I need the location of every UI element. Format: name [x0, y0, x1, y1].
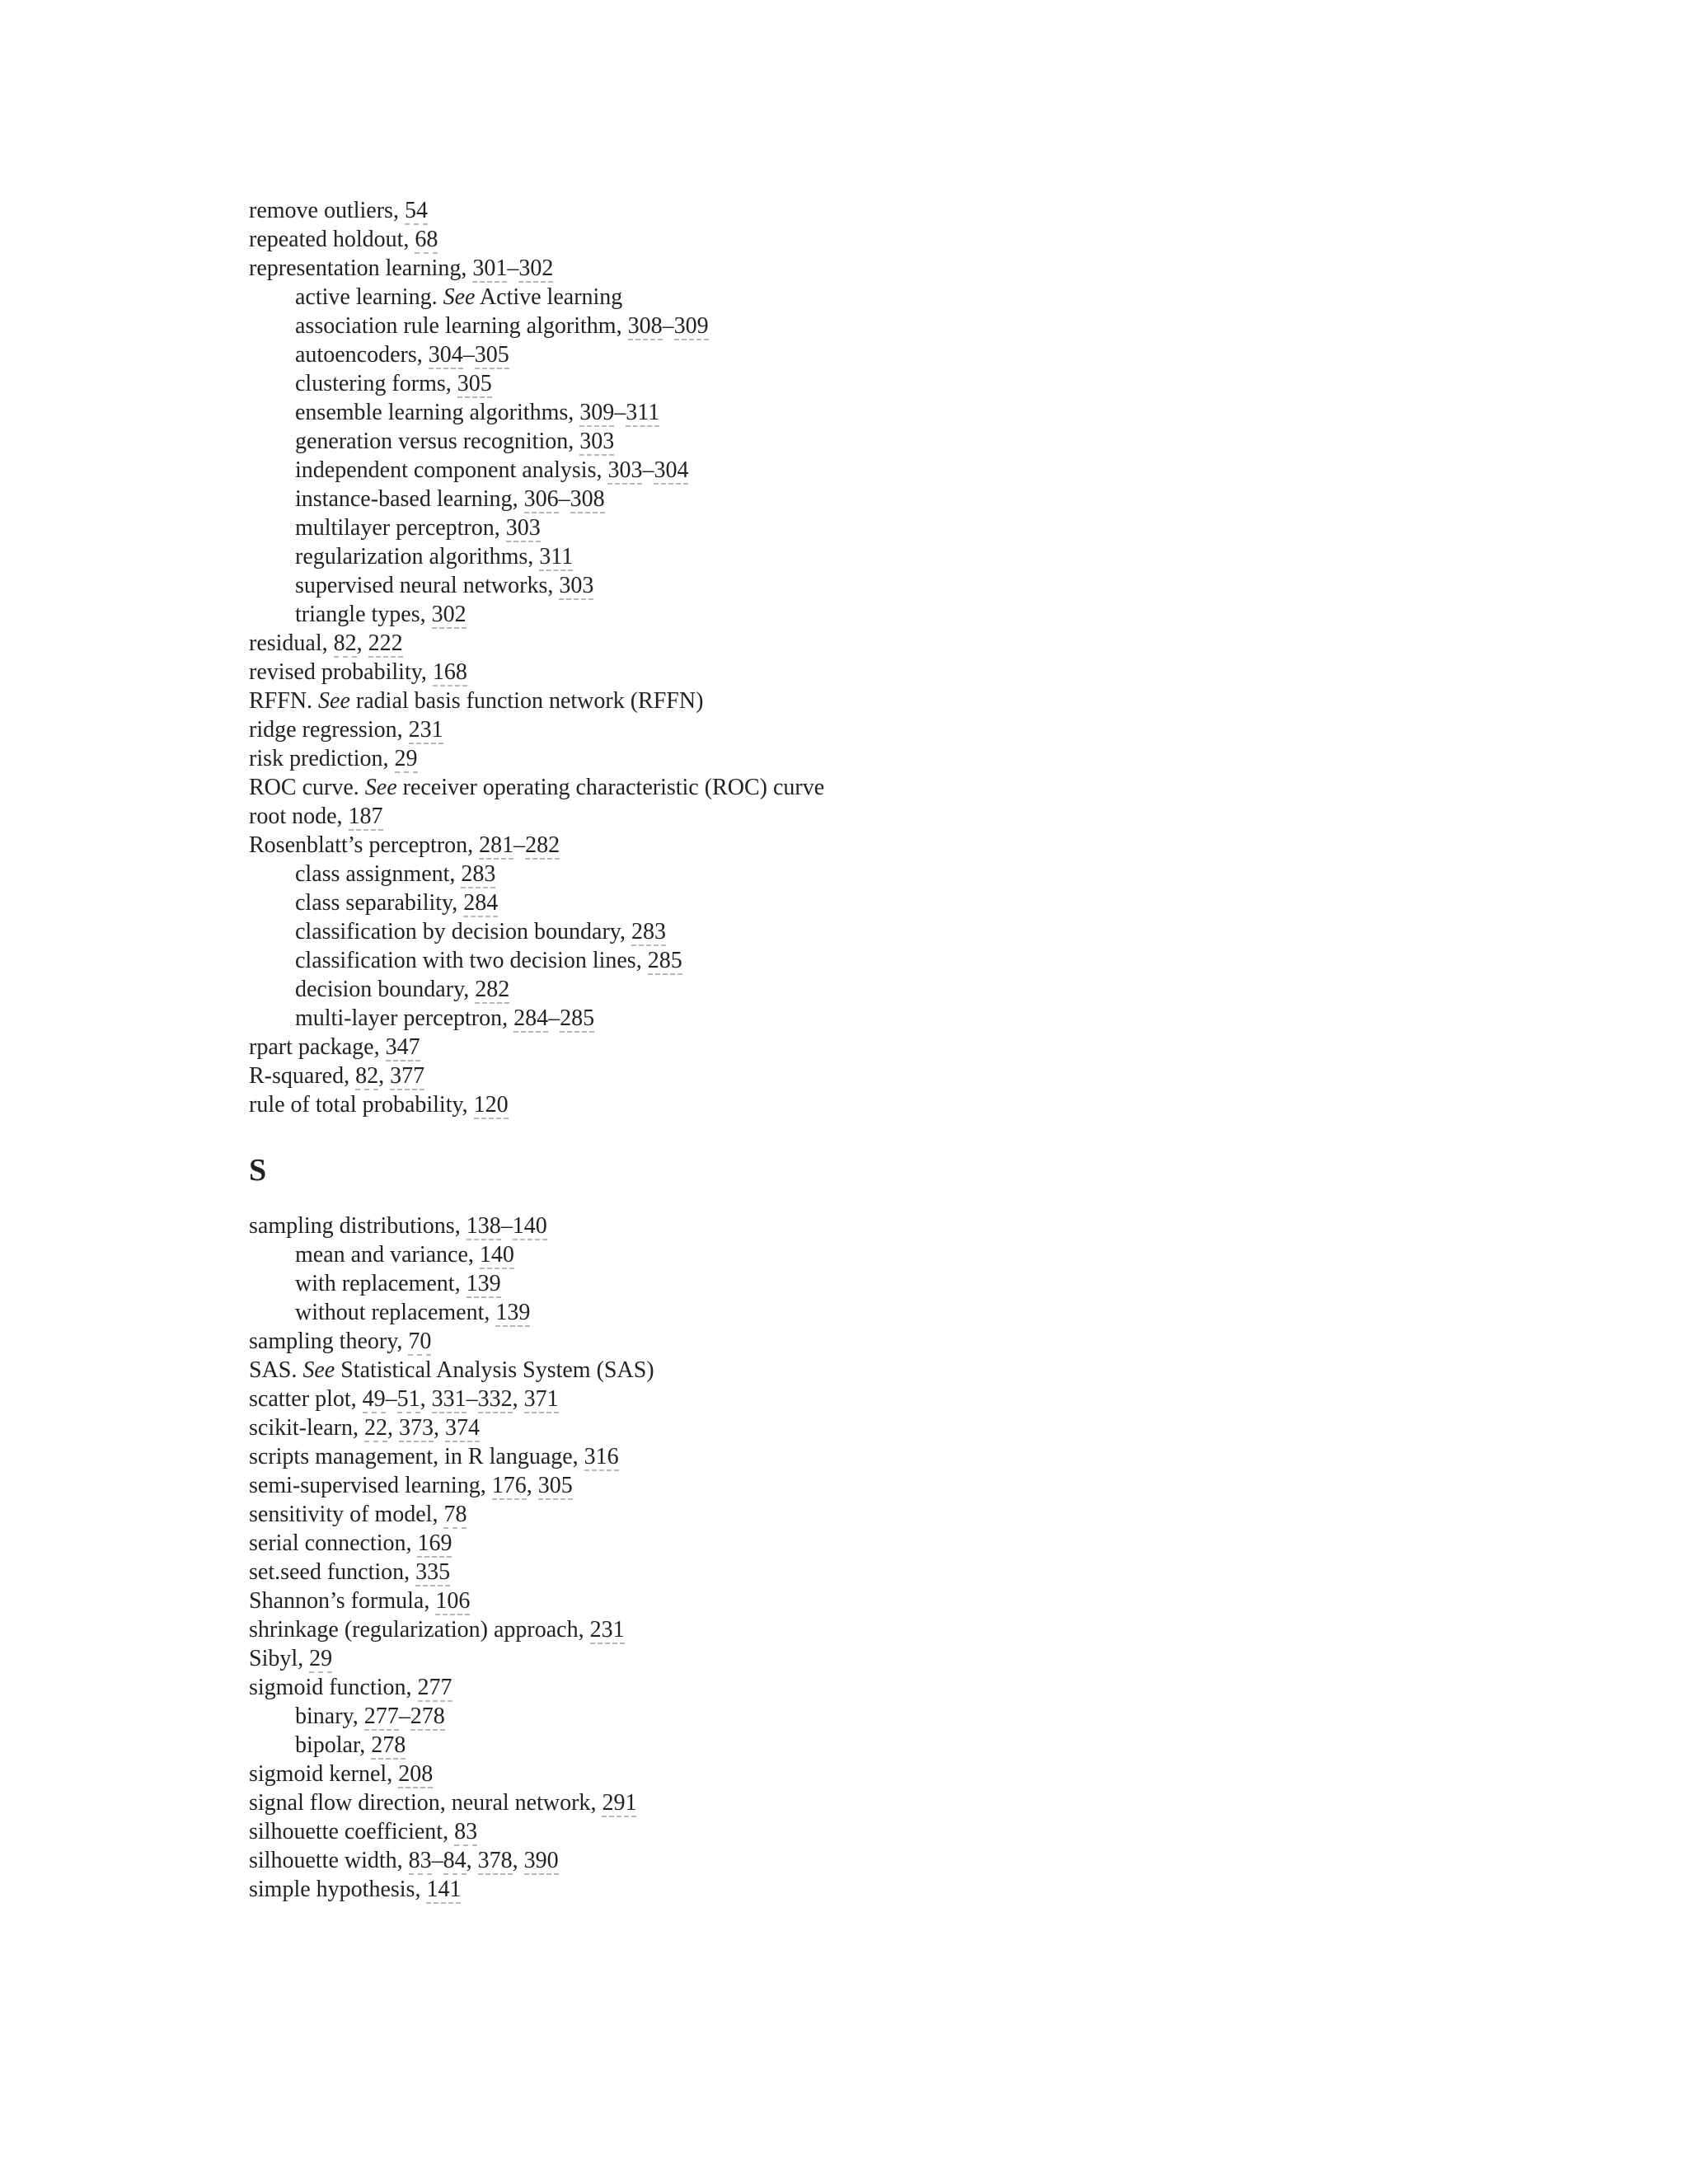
index-entry: Sibyl, 29 [249, 1646, 333, 1671]
index-term: sigmoid function [249, 1675, 406, 1700]
index-entry: shrinkage (regularization) approach, 231 [249, 1617, 625, 1643]
page-link[interactable]: 308 [627, 313, 663, 339]
page-link[interactable]: 231 [408, 717, 443, 743]
page-link[interactable]: 139 [466, 1271, 501, 1296]
index-term: multi-layer perceptron [295, 1005, 503, 1031]
index-term: revised probability [249, 659, 421, 685]
index-term: semi-supervised learning [249, 1473, 481, 1498]
page-link[interactable]: 378 [477, 1848, 513, 1873]
see-reference: radial basis function network (RFFN) [355, 688, 704, 714]
index-entry: sensitivity of model, 78 [249, 1502, 467, 1527]
index-term: without replacement [295, 1300, 485, 1325]
index-term: classification with two decision lines [295, 948, 636, 973]
index-entry: scatter plot, 49–51, 331–332, 371 [249, 1386, 559, 1412]
index-subentry: decision boundary, 282 [295, 977, 510, 1002]
page-link[interactable]: 331 [431, 1386, 467, 1412]
index-entry: ROC curve. See receiver operating characteristic (ROC) curve [249, 775, 825, 800]
index-section [249, 1154, 1485, 1904]
index-subentry: instance-based learning, 306–308 [295, 486, 605, 512]
index-term: R-squared [249, 1063, 345, 1089]
index-subentry: binary, 277–278 [295, 1704, 445, 1729]
page-link[interactable]: 49 [362, 1386, 386, 1412]
index-entry: Shannon’s formula, 106 [249, 1588, 471, 1614]
index-term: generation versus recognition [295, 429, 569, 454]
index-subentry: classification with two decision lines, 285 [295, 948, 682, 973]
index-subentry: active learning. See Active learning [295, 284, 623, 310]
page-link[interactable]: 374 [444, 1415, 480, 1441]
index-term: representation learning [249, 255, 462, 281]
page-link[interactable]: 347 [385, 1034, 420, 1060]
index-term: sigmoid kernel [249, 1761, 387, 1787]
section-letter-heading: S [249, 1153, 267, 1188]
index-subentry: triangle types, 302 [295, 602, 467, 627]
index-term: root node [249, 804, 337, 829]
index-entry: residual, 82, 222 [249, 630, 403, 656]
page-link[interactable]: 332 [477, 1386, 513, 1412]
index-term: scatter plot [249, 1386, 351, 1412]
page-link[interactable]: 283 [631, 919, 666, 944]
page-link[interactable]: 308 [570, 486, 605, 512]
page-link[interactable]: 285 [560, 1005, 595, 1031]
index-term: silhouette coefficient [249, 1819, 443, 1844]
page-link[interactable]: 309 [673, 313, 709, 339]
index-entry: set.seed function, 335 [249, 1559, 451, 1585]
index-entry: sampling theory, 70 [249, 1329, 432, 1354]
index-subentry: with replacement, 139 [295, 1271, 501, 1296]
index-entry: ridge regression, 231 [249, 717, 443, 743]
index-list [249, 196, 1485, 1904]
index-term: repeated holdout [249, 227, 404, 252]
index-term: class separability [295, 890, 452, 916]
index-entry: silhouette width, 83–84, 378, 390 [249, 1848, 559, 1873]
page-link[interactable]: 176 [491, 1473, 527, 1498]
page-link[interactable]: 281 [479, 832, 514, 858]
index-term: ridge regression [249, 717, 397, 743]
index-subentry: generation versus recognition, 303 [295, 429, 615, 454]
index-entry: serial connection, 169 [249, 1530, 452, 1556]
page-link[interactable]: 302 [518, 255, 554, 281]
page-link[interactable]: 68 [415, 227, 438, 252]
index-entry: revised probability, 168 [249, 659, 467, 685]
page-link[interactable]: 335 [415, 1559, 451, 1585]
index-entry: RFFN. See radial basis function network (RFFN) [249, 688, 704, 714]
index-term: silhouette width [249, 1848, 397, 1873]
index-term: class assignment [295, 861, 450, 887]
page-link[interactable]: 282 [525, 832, 560, 858]
page-link[interactable]: 371 [523, 1386, 559, 1412]
page-link[interactable]: 284 [513, 1005, 549, 1031]
index-subentry: mean and variance, 140 [295, 1242, 514, 1268]
page-link[interactable]: 311 [626, 400, 660, 425]
index-entry: rpart package, 347 [249, 1034, 420, 1060]
index-term: decision boundary [295, 977, 464, 1002]
page-link[interactable]: 231 [589, 1617, 625, 1643]
page-link[interactable]: 305 [537, 1473, 573, 1498]
page-link[interactable]: 29 [309, 1646, 333, 1671]
index-subentry: class separability, 284 [295, 890, 499, 916]
index-entry: repeated holdout, 68 [249, 227, 438, 252]
page-link[interactable]: 303 [579, 429, 615, 454]
index-term: bipolar [295, 1732, 360, 1758]
index-entry: risk prediction, 29 [249, 746, 418, 771]
index-subentry: bipolar, 278 [295, 1732, 406, 1758]
page-link[interactable]: 82 [333, 630, 357, 656]
index-term: regularization algorithms [295, 544, 528, 569]
index-term: with replacement [295, 1271, 455, 1296]
index-term: Sibyl [249, 1646, 298, 1671]
index-term: rule of total probability [249, 1092, 462, 1118]
index-term: triangle types [295, 602, 420, 627]
page-link[interactable]: 278 [410, 1704, 445, 1729]
page-link[interactable]: 283 [461, 861, 496, 887]
page-link[interactable]: 311 [539, 544, 574, 569]
page-link[interactable]: 305 [457, 371, 492, 396]
index-term: ROC curve [249, 775, 354, 800]
page-link[interactable]: 304 [654, 457, 689, 483]
index-entry: rule of total probability, 120 [249, 1092, 509, 1118]
page-link[interactable]: 141 [426, 1877, 462, 1902]
index-term: signal flow direction, neural network [249, 1790, 591, 1816]
index-term: scikit-learn [249, 1415, 353, 1441]
page-link[interactable]: 70 [408, 1329, 432, 1354]
index-entry: sigmoid function, 277 [249, 1675, 452, 1700]
page-link[interactable]: 285 [647, 948, 682, 973]
index-term: residual [249, 630, 322, 656]
index-entry: remove outliers, 54 [249, 198, 428, 223]
see-label: See [318, 688, 350, 714]
index-term: shrinkage (regularization) approach [249, 1617, 579, 1643]
index-subentry: without replacement, 139 [295, 1300, 531, 1325]
index-subentry: multilayer perceptron, 303 [295, 515, 541, 541]
index-section [249, 196, 1485, 1119]
index-term: risk prediction [249, 746, 383, 771]
page-link[interactable]: 106 [435, 1588, 471, 1614]
index-entry: signal flow direction, neural network, 291 [249, 1790, 637, 1816]
page-link[interactable]: 54 [404, 198, 428, 223]
page-link[interactable]: 29 [394, 746, 418, 771]
page-link[interactable]: 291 [602, 1790, 637, 1816]
index-term: set.seed function [249, 1559, 405, 1585]
index-term: remove outliers [249, 198, 393, 223]
index-term: mean and variance [295, 1242, 468, 1268]
index-term: classification by decision boundary [295, 919, 620, 944]
page-link[interactable]: 277 [363, 1704, 399, 1729]
page-link[interactable]: 208 [398, 1761, 434, 1787]
page-link[interactable]: 169 [417, 1530, 452, 1556]
page-link[interactable]: 284 [463, 890, 499, 916]
index-term: Rosenblatt’s perceptron [249, 832, 468, 858]
index-term: sampling distributions [249, 1213, 455, 1239]
index-term: binary [295, 1704, 353, 1729]
index-term: simple hypothesis [249, 1877, 415, 1902]
index-entry: sigmoid kernel, 208 [249, 1761, 434, 1787]
page-link[interactable]: 306 [523, 486, 559, 512]
page-link[interactable]: 139 [495, 1300, 531, 1325]
page-link[interactable]: 303 [559, 573, 594, 598]
page-link[interactable]: 390 [523, 1848, 559, 1873]
index-term: RFFN [249, 688, 307, 714]
page-link[interactable]: 309 [579, 400, 615, 425]
page-link[interactable]: 278 [371, 1732, 406, 1758]
page-link[interactable]: 302 [431, 602, 467, 627]
index-term: sensitivity of model [249, 1502, 433, 1527]
page-link[interactable]: 82 [355, 1063, 379, 1089]
index-term: serial connection [249, 1530, 406, 1556]
index-subentry: supervised neural networks, 303 [295, 573, 594, 598]
index-entry: simple hypothesis, 141 [249, 1877, 462, 1902]
index-term: autoencoders [295, 342, 417, 368]
page-link[interactable]: 140 [479, 1242, 514, 1268]
index-term: clustering forms [295, 371, 446, 396]
index-entry: representation learning, 301–302 [249, 255, 554, 281]
index-entry: Rosenblatt’s perceptron, 281–282 [249, 832, 560, 858]
index-term: Shannon’s formula [249, 1588, 424, 1614]
page-link[interactable]: 84 [443, 1848, 467, 1873]
index-entry: R-squared, 82, 377 [249, 1063, 425, 1089]
page-link[interactable]: 120 [473, 1092, 509, 1118]
index-entry: root node, 187 [249, 804, 383, 829]
index-entry: sampling distributions, 138–140 [249, 1213, 547, 1239]
page-link[interactable]: 83 [408, 1848, 432, 1873]
see-reference: Active learning [479, 284, 623, 310]
page-link[interactable]: 78 [443, 1502, 467, 1527]
page-link[interactable]: 22 [363, 1415, 387, 1441]
index-term: multilayer perceptron [295, 515, 495, 541]
see-label: See [302, 1357, 335, 1383]
index-term: ensemble learning algorithms [295, 400, 569, 425]
page-link[interactable]: 316 [584, 1444, 619, 1469]
page-link[interactable]: 377 [390, 1063, 425, 1089]
page-link[interactable]: 222 [368, 630, 403, 656]
index-subentry: autoencoders, 304–305 [295, 342, 509, 368]
index-term: supervised neural networks [295, 573, 548, 598]
see-label: See [443, 284, 476, 310]
index-subentry: association rule learning algorithm, 308–309 [295, 313, 709, 339]
index-subentry: independent component analysis, 303–304 [295, 457, 689, 483]
page-link[interactable]: 187 [348, 804, 383, 829]
index-term: rpart package [249, 1034, 374, 1060]
index-term: scripts management, in R language [249, 1444, 573, 1469]
index-subentry: classification by decision boundary, 283 [295, 919, 666, 944]
page-link[interactable]: 301 [472, 255, 508, 281]
index-term: active learning [295, 284, 432, 310]
page-link[interactable]: 83 [454, 1819, 478, 1844]
index-subentry: regularization algorithms, 311 [295, 544, 574, 569]
page-link[interactable]: 373 [398, 1415, 434, 1441]
see-reference: Statistical Analysis System (SAS) [340, 1357, 654, 1383]
index-term: instance-based learning [295, 486, 513, 512]
page-link[interactable]: 303 [505, 515, 541, 541]
page-link[interactable]: 282 [475, 977, 510, 1002]
index-subentry: ensemble learning algorithms, 309–311 [295, 400, 660, 425]
page-link[interactable]: 277 [417, 1675, 452, 1700]
page-link[interactable]: 168 [432, 659, 467, 685]
page-link[interactable]: 140 [512, 1213, 547, 1239]
index-subentry: multi-layer perceptron, 284–285 [295, 1005, 595, 1031]
page-link[interactable]: 51 [396, 1386, 420, 1412]
index-term: sampling theory [249, 1329, 397, 1354]
index-term: independent component analysis [295, 457, 597, 483]
index-entry: SAS. See Statistical Analysis System (SAS) [249, 1357, 654, 1383]
index-entry: scikit-learn, 22, 373, 374 [249, 1415, 480, 1441]
see-reference: receiver operating characteristic (ROC) curve [402, 775, 825, 800]
index-subentry: class assignment, 283 [295, 861, 496, 887]
page-link[interactable]: 303 [607, 457, 643, 483]
index-term: association rule learning algorithm [295, 313, 617, 339]
index-entry: silhouette coefficient, 83 [249, 1819, 478, 1844]
page-link[interactable]: 304 [428, 342, 463, 368]
page-link[interactable]: 305 [474, 342, 509, 368]
page-link[interactable]: 138 [466, 1213, 501, 1239]
see-label: See [364, 775, 397, 800]
index-term: SAS [249, 1357, 292, 1383]
index-subentry: clustering forms, 305 [295, 371, 492, 396]
index-entry: scripts management, in R language, 316 [249, 1444, 619, 1469]
index-entry: semi-supervised learning, 176, 305 [249, 1473, 573, 1498]
